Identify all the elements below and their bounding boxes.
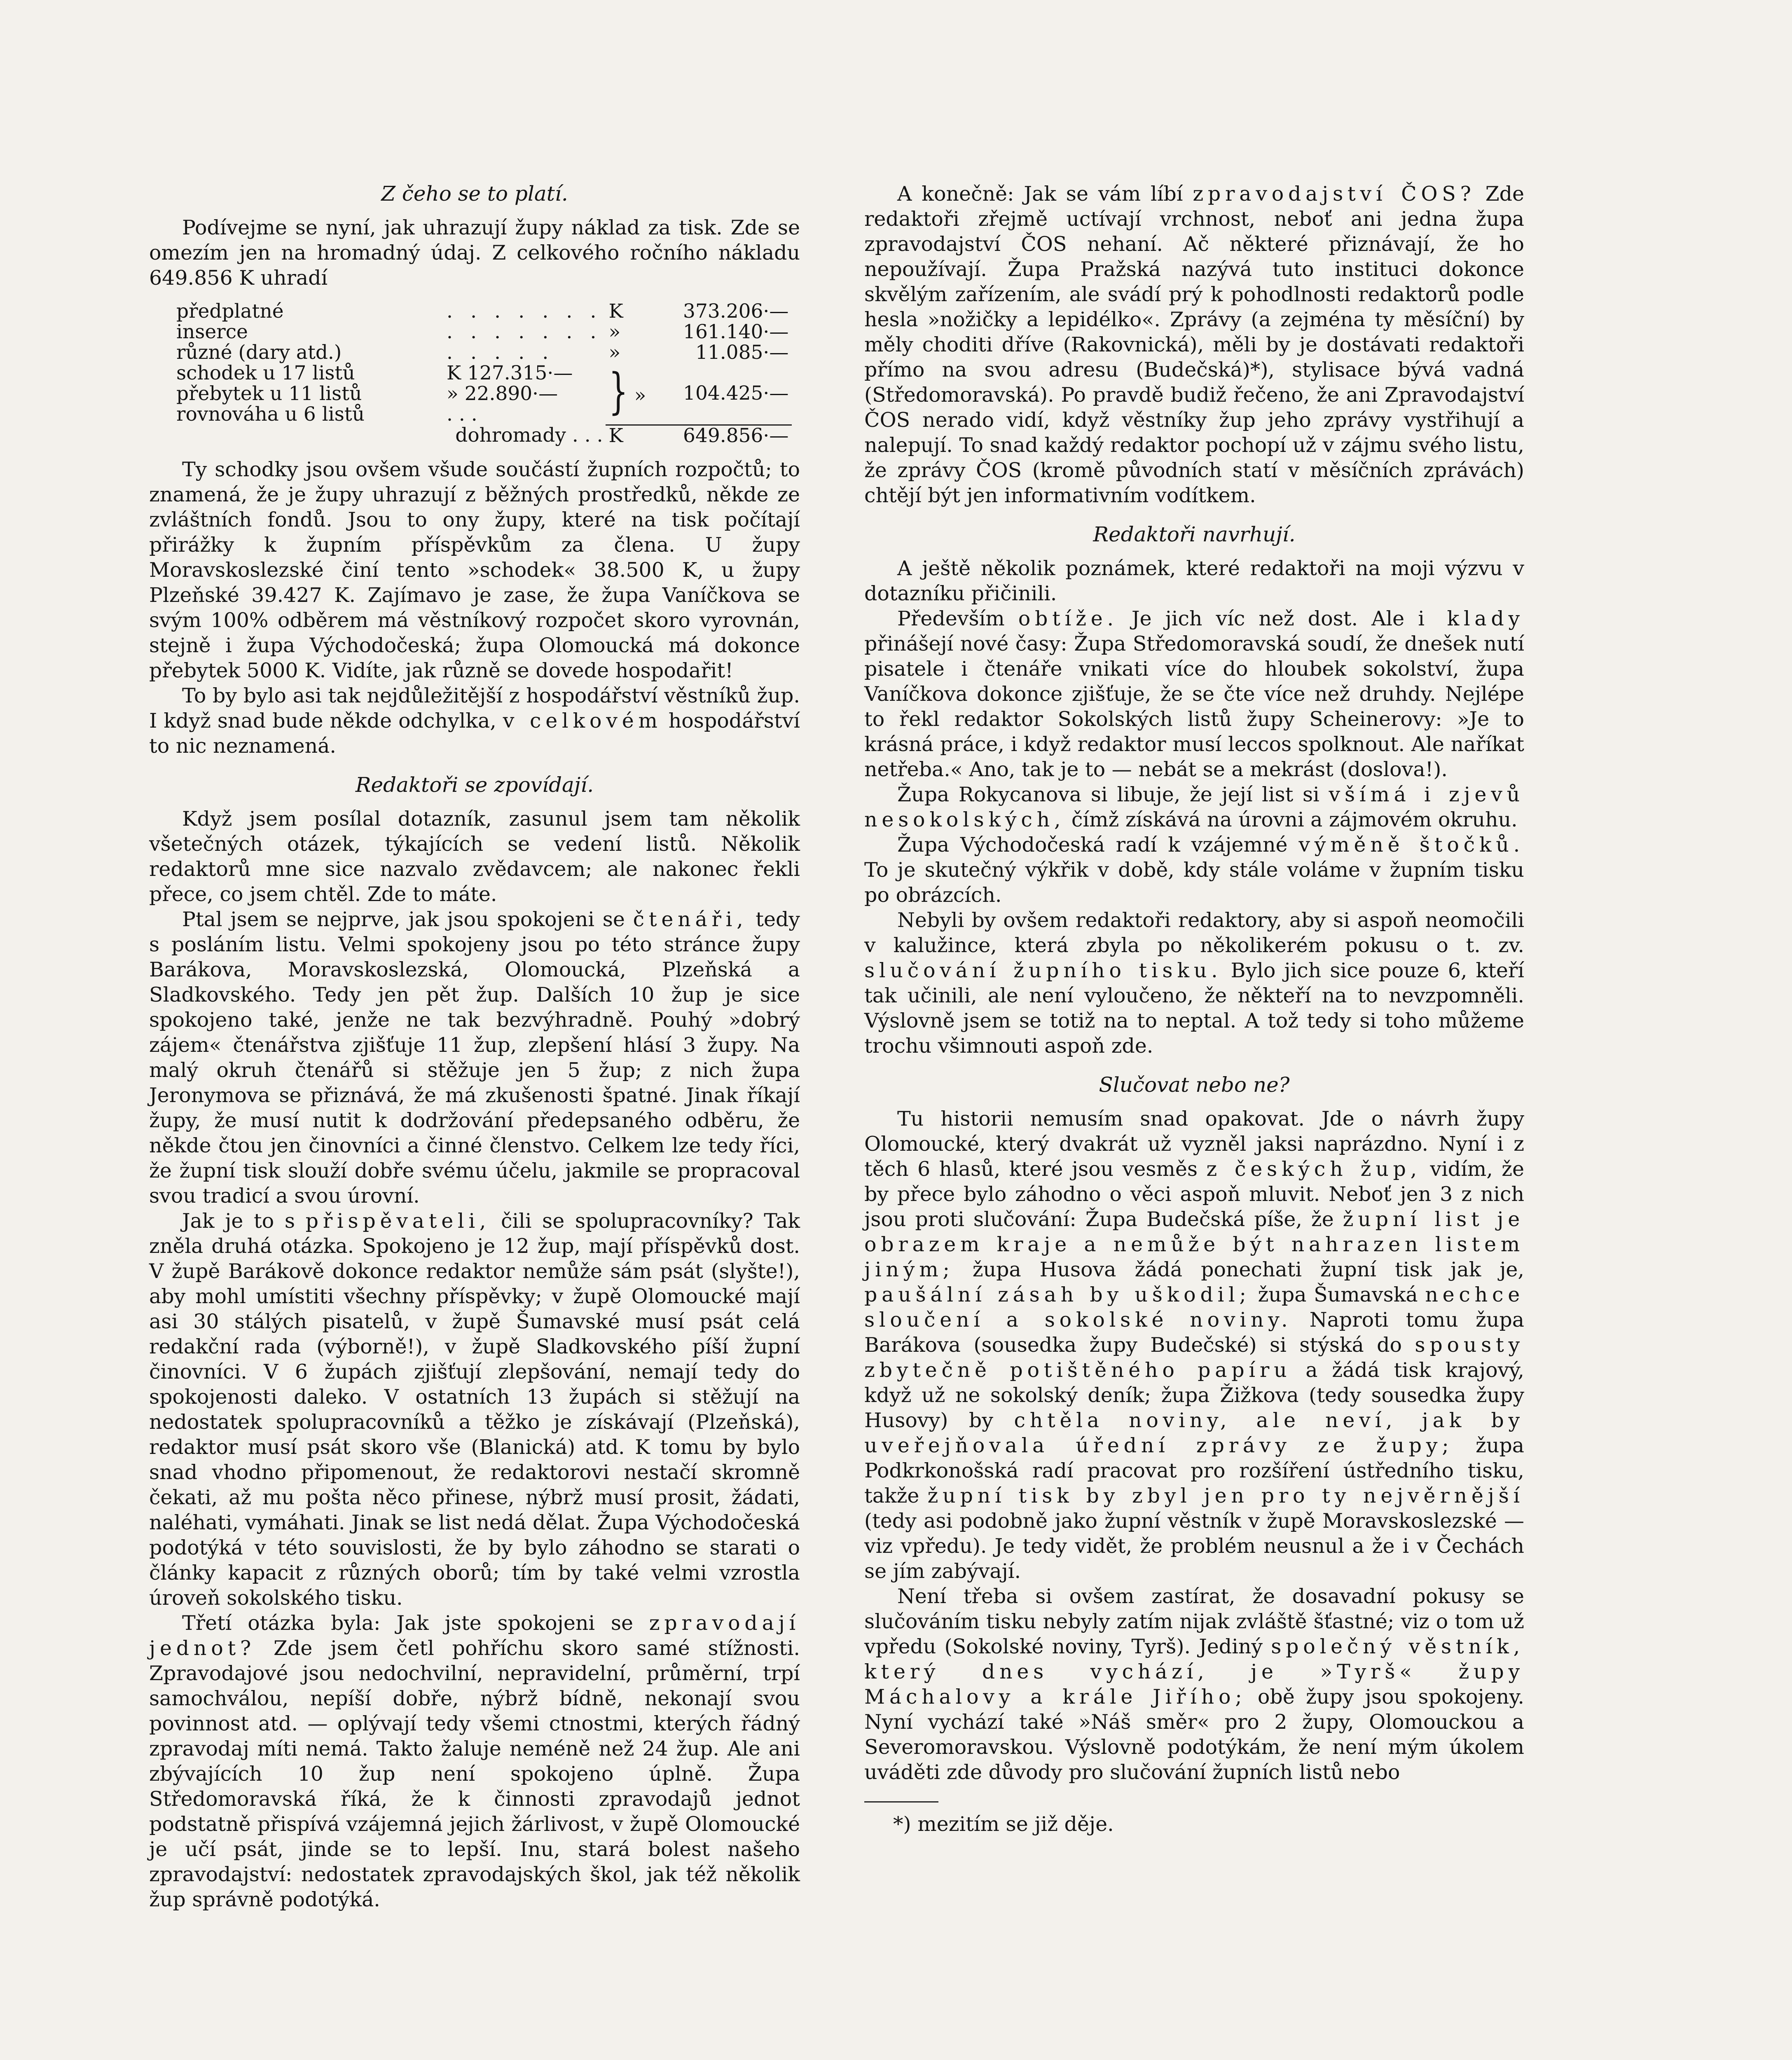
budget-group-amount: 104.425·—	[683, 382, 789, 405]
budget-total-amount: 649.856·—	[649, 425, 792, 446]
budget-label: předplatné	[176, 300, 284, 323]
left-column	[149, 181, 800, 1912]
section-heading-redaktori-navrhuji: Redaktoři navrhují.	[1093, 522, 1296, 546]
budget-currency: K	[608, 300, 623, 323]
budget-currency: »	[608, 321, 621, 343]
section-heading-z-ceho-se-to-plati: Z čeho se to platí.	[381, 182, 568, 206]
budget-row	[173, 322, 792, 342]
paragraph: Není třeba si ovšem zastírat, že dosavadní pokusy se slučováním tisku nebyly zatím nijak zvláště šťastné; viz o tom už vpředu (Sokolské noviny, Tyrš). Jediný společný věstník, který dnes vychází, je »Tyrš« župy Máchalovy a krále Jiřího; obě župy jsou spokojeny. Nyní vychází také »Náš směr« pro 2 župy, Olomouckou a Severomoravskou. Výslovně podotýkám, že není mým úkolem uváděti zde důvody pro slučování župních listů nebo	[864, 1585, 1525, 1784]
budget-label: přebytek u 11 listů	[176, 382, 362, 405]
paragraph: Tu historii nemusím snad opakovat. Jde o návrh župy Olomoucké, který dvakrát už vyzněl jaksi naprázdno. Nyní i z těch 6 hlasů, které jsou vesměs z českých žup, vidím, že by přece bylo záhodno o věci aspoň mluvit. Neboť jen 3 z nich jsou proti slučování: Župa Budečská píše, že župní list je obrazem kraje a nemůže být nahrazen listem jiným; župa Husova žádá ponechati župní tisk jak je, paušální zásah by uškodil; župa Šumavská nechce sloučení a sokolské noviny. Naproti tomu župa Barákova (sousedka župy Budečské) si stýská do spousty zbytečně potištěného papíru a žádá tisk krajový, když už ne sokolský deník; župa Žižkova (tedy sousedka župy Husovy) by chtěla noviny, ale neví, jak by uveřejňovala úřední zprávy ze župy; župa Podkrkonošská radí pracovat pro rozšíření ústředního tisku, takže župní tisk by zbyl jen pro ty nejvěrnější (tedy asi podobně jako župní věstník v župě Moravskoslezské — viz vpředu). Je tedy vidět, že problém neusnul a že i v Čechách se jím zabývají.	[864, 1107, 1525, 1583]
budget-inner-currency: »	[447, 382, 459, 405]
paragraph: A konečně: Jak se vám líbí zpravodajství ČOS? Zde redaktoři zřejmě uctívají vrchnost, neboť ani jedna župa zpravodajství ČOS nehaní. Ač některé přiznávají, že ho nepoužívají. Župa Pražská nazývá tuto instituci dokonce skvělým zařízením, ale svádí prý k pohodlnosti redaktorů podle hesla »nožičky a lepidélko«. Zprávy (a zejména ty měsíční) by měly choditi dříve (Rakovnická), měli by je dostávati redaktoři přímo na svou adresu (Budečská)*), stylisace bývá vadná (Středomoravská). Po pravdě budiž řečeno, že ani Zpravodajství ČOS nerado vidí, když věstníky žup jeho zprávy vystřihují a nalepují. To snad každý redaktor pochopí už v zájmu svého listu, že zprávy ČOS (kromě původních statí v měsíčních zprávách) chtějí být jen informativním vodítkem.	[864, 182, 1524, 507]
paragraph: Nebyli by ovšem redaktoři redaktory, aby si aspoň neomočili v kalužince, která zbyla po několikerém pokusu o t. zv. slučování župního tisku. Bylo jich sice pouze 6, kteří tak učinili, ale není vyloučeno, že někteří na to nevzpomněli. Výslovně jsem se totiž na to neptal. A tož tedy si toho můžeme trochu všimnouti aspoň zde.	[864, 908, 1524, 1058]
budget-total-currency: K	[606, 425, 650, 446]
budget-row	[173, 301, 792, 322]
budget-total-row	[173, 425, 792, 446]
paragraph: A ještě několik poznámek, které redaktoři na moji výzvu v dotazníku přičinili.	[864, 557, 1524, 605]
budget-inner-currency: K	[447, 362, 461, 384]
budget-inner-amount: 22.890·—	[464, 382, 558, 405]
budget-inner-value	[443, 384, 606, 404]
budget-currency: »	[608, 341, 621, 364]
right-column	[864, 181, 1524, 1837]
paragraph: Ty schodky jsou ovšem všude součástí župních rozpočtů; to znamená, že je župy uhrazují z běžných prostředků, někde ze zvláštních fondů. Jsou to ony župy, které na tisk počítají přirážky k župním příspěvkům za člena. U župy Moravskoslezské činí tento »schodek« 38.500 K, u župy Plzeňské 39.427 K. Zajímavo je zase, že župa Vaníčkova se svým 100% odběrem má věstníkový rozpočet skoro vyrovnán, stejně i župa Východočeská; župa Olomoucká má dokonce přebytek 5000 K. Vidíte, jak různě se dovede hospodařit!	[149, 457, 800, 682]
budget-label: inserce	[176, 321, 248, 343]
paragraph: Jak je to s přispěvateli, čili se spolupracovníky? Tak zněla druhá otázka. Spokojeno je 12 žup, mají příspěvků dost. V župě Barákově dokonce redaktor nemůže sám psát (slyšte!), aby mohl umístiti všechny příspěvky; v župě Olomoucké mají asi 30 stálých pisatelů, v župě Šumavské musí psát celá redakční rada (výborně!), v župě Sladkovského píší župní činovníci. V 6 župách zjišťují zlepšování, nemají tedy do spokojenosti daleko. V ostatních 13 župách si stěžují na nedostatek spolupracovníků a těžko je získávají (Plzeňská), redaktor musí psát skoro vše (Blanická) atd. K tomu by bylo snad vhodno připomenout, že redaktorovi nestačí skromně čekati, až mu pošta něco přinese, nýbrž musí prosit, žádati, naléhati, vymáhati. Jinak se list nedá dělat. Župa Východočeská podotýká v této souvislosti, že by bylo záhodno se starati o články kapacit z různých oborů; tím by také velmi vzrostla úroveň sokolského tisku.	[149, 1209, 800, 1610]
budget-amount: 11.085·—	[695, 341, 789, 364]
budget-inner-currency: . . .	[447, 403, 477, 426]
budget-table	[173, 301, 792, 446]
paragraph: Podívejme se nyní, jak uhrazují župy náklad za tisk. Zde se omezím jen na hromadný údaj. Z celkového ročního nákladu 649.856 K uhradí	[149, 216, 800, 290]
curly-brace-icon: }	[608, 363, 628, 420]
section-heading-redaktori-se-zpovidaji: Redaktoři se zpovídají.	[355, 772, 594, 797]
budget-inner-value	[443, 404, 606, 425]
budget-label: schodek u 17 listů	[176, 362, 355, 384]
section-heading-slucovat-nebo-ne: Slučovat nebo ne?	[1099, 1073, 1290, 1097]
paragraph: Župa Rokycanova si libuje, že její list si všímá i zjevů nesokolských, čímž získává na úrovni a zájmovém okruhu.	[864, 783, 1525, 831]
budget-amount: 373.206·—	[683, 300, 789, 323]
paragraph: Když jsem posílal dotazník, zasunul jsem tam několik všetečných otázek, týkajících se vedení listů. Několik redaktorů mne sice nazvalo zvědavcem; ale nakonec řekli přece, co jsem chtěl. Zde to máte.	[149, 807, 800, 906]
budget-label: různé (dary atd.)	[176, 341, 342, 364]
budget-row	[173, 342, 792, 363]
paragraph: Třetí otázka byla: Jak jste spokojeni se zpravodají jednot? Zde jsem četl pohříchu skoro samé stížnosti. Zpravodajové jsou nedochvilní, nepravidelní, průměrní, trpí samochválou, nepíší dobře, nýbrž bídně, nekonají svou povinnost atd. — oplývají tedy všemi ctnostmi, kterých řádný zpravodaj míti nemá. Takto žaluje neméně než 24 žup. Ale ani zbývajících 10 žup není spokojeno úplně. Župa Středomoravská říká, že k činnosti zpravodajů jednot podstatně přispívá vzájemná jejich žárlivost, v župě Olomoucké je učí psát, jinde se to lepší. Inu, stará bolest našeho zpravodajství: nedostatek zpravodajských škol, jak též několik žup správně podotýká.	[149, 1611, 800, 1911]
budget-dots: . . . . .	[447, 341, 554, 364]
budget-inner-value	[443, 363, 606, 384]
budget-dots: . . . . . . .	[447, 300, 602, 323]
paragraph: Především obtíže. Je jich víc než dost. Ale i klady přinášejí nové časy: Župa Středomoravská soudí, že dnešek nutí pisatele i čtenáře vnikati více do hloubek sokolství, župa Vaníčkova dokonce zjišťuje, že se čte více než druhdy. Nejlépe to řekl redaktor Sokolských listů župy Scheinerovy: »Je to krásná práce, i když redaktor musí leccos spolknout. Ale naříkat netřeba.« Ano, tak je to — nebát se a mekrást (doslova!).	[864, 607, 1525, 781]
budget-amount: 161.140·—	[683, 321, 789, 343]
paragraph: To by bylo asi tak nejdůležitější z hospodářství věstníků žup. I když snad bude někde odchylka, v celkovém hospodářství to nic neznamená.	[149, 684, 800, 758]
footnote: *) mezitím se již děje.	[893, 1812, 1114, 1836]
budget-label: rovnováha u 6 listů	[176, 403, 365, 426]
budget-dots: . . . . . . .	[447, 321, 602, 343]
paragraph: Ptal jsem se nejprve, jak jsou spokojeni se čtenáři, tedy s posláním listu. Velmi spokojeny jsou po této stránce župy Barákova, Moravskoslezská, Olomoucká, Plzeňská a Sladkovského. Tedy jen pět žup. Dalších 10 žup je sice spokojeno také, jenže ne tak bezvýhradně. Pouhý »dobrý zájem« čtenářstva zjišťuje 11 žup, zlepšení hlásí 3 župy. Na malý okruh čtenářů si stěžuje jen 5 žup; z nich župa Jeronymova se přiznává, že má zkušenosti špatné. Jinak říkají župy, že musí nutit k dodržování předepsaného odběru, že někde čtou jen činovníci a činné členstvo. Celkem lze tedy říci, že župní tisk slouží dobře svému účelu, jakmile se propracoval svou tradicí a svou úrovní.	[149, 907, 800, 1208]
budget-total-label: dohromady . . .	[455, 424, 603, 447]
footnote-divider	[864, 1801, 938, 1802]
budget-inner-amount: 127.315·—	[467, 362, 573, 384]
budget-group-row	[173, 363, 792, 384]
paragraph: Župa Východočeská radí k vzájemné výměně štočků. To je skutečný výkřik v době, kdy stále voláme v župním tisku po obrázcích.	[864, 833, 1524, 907]
budget-group-currency: } »	[608, 363, 646, 420]
